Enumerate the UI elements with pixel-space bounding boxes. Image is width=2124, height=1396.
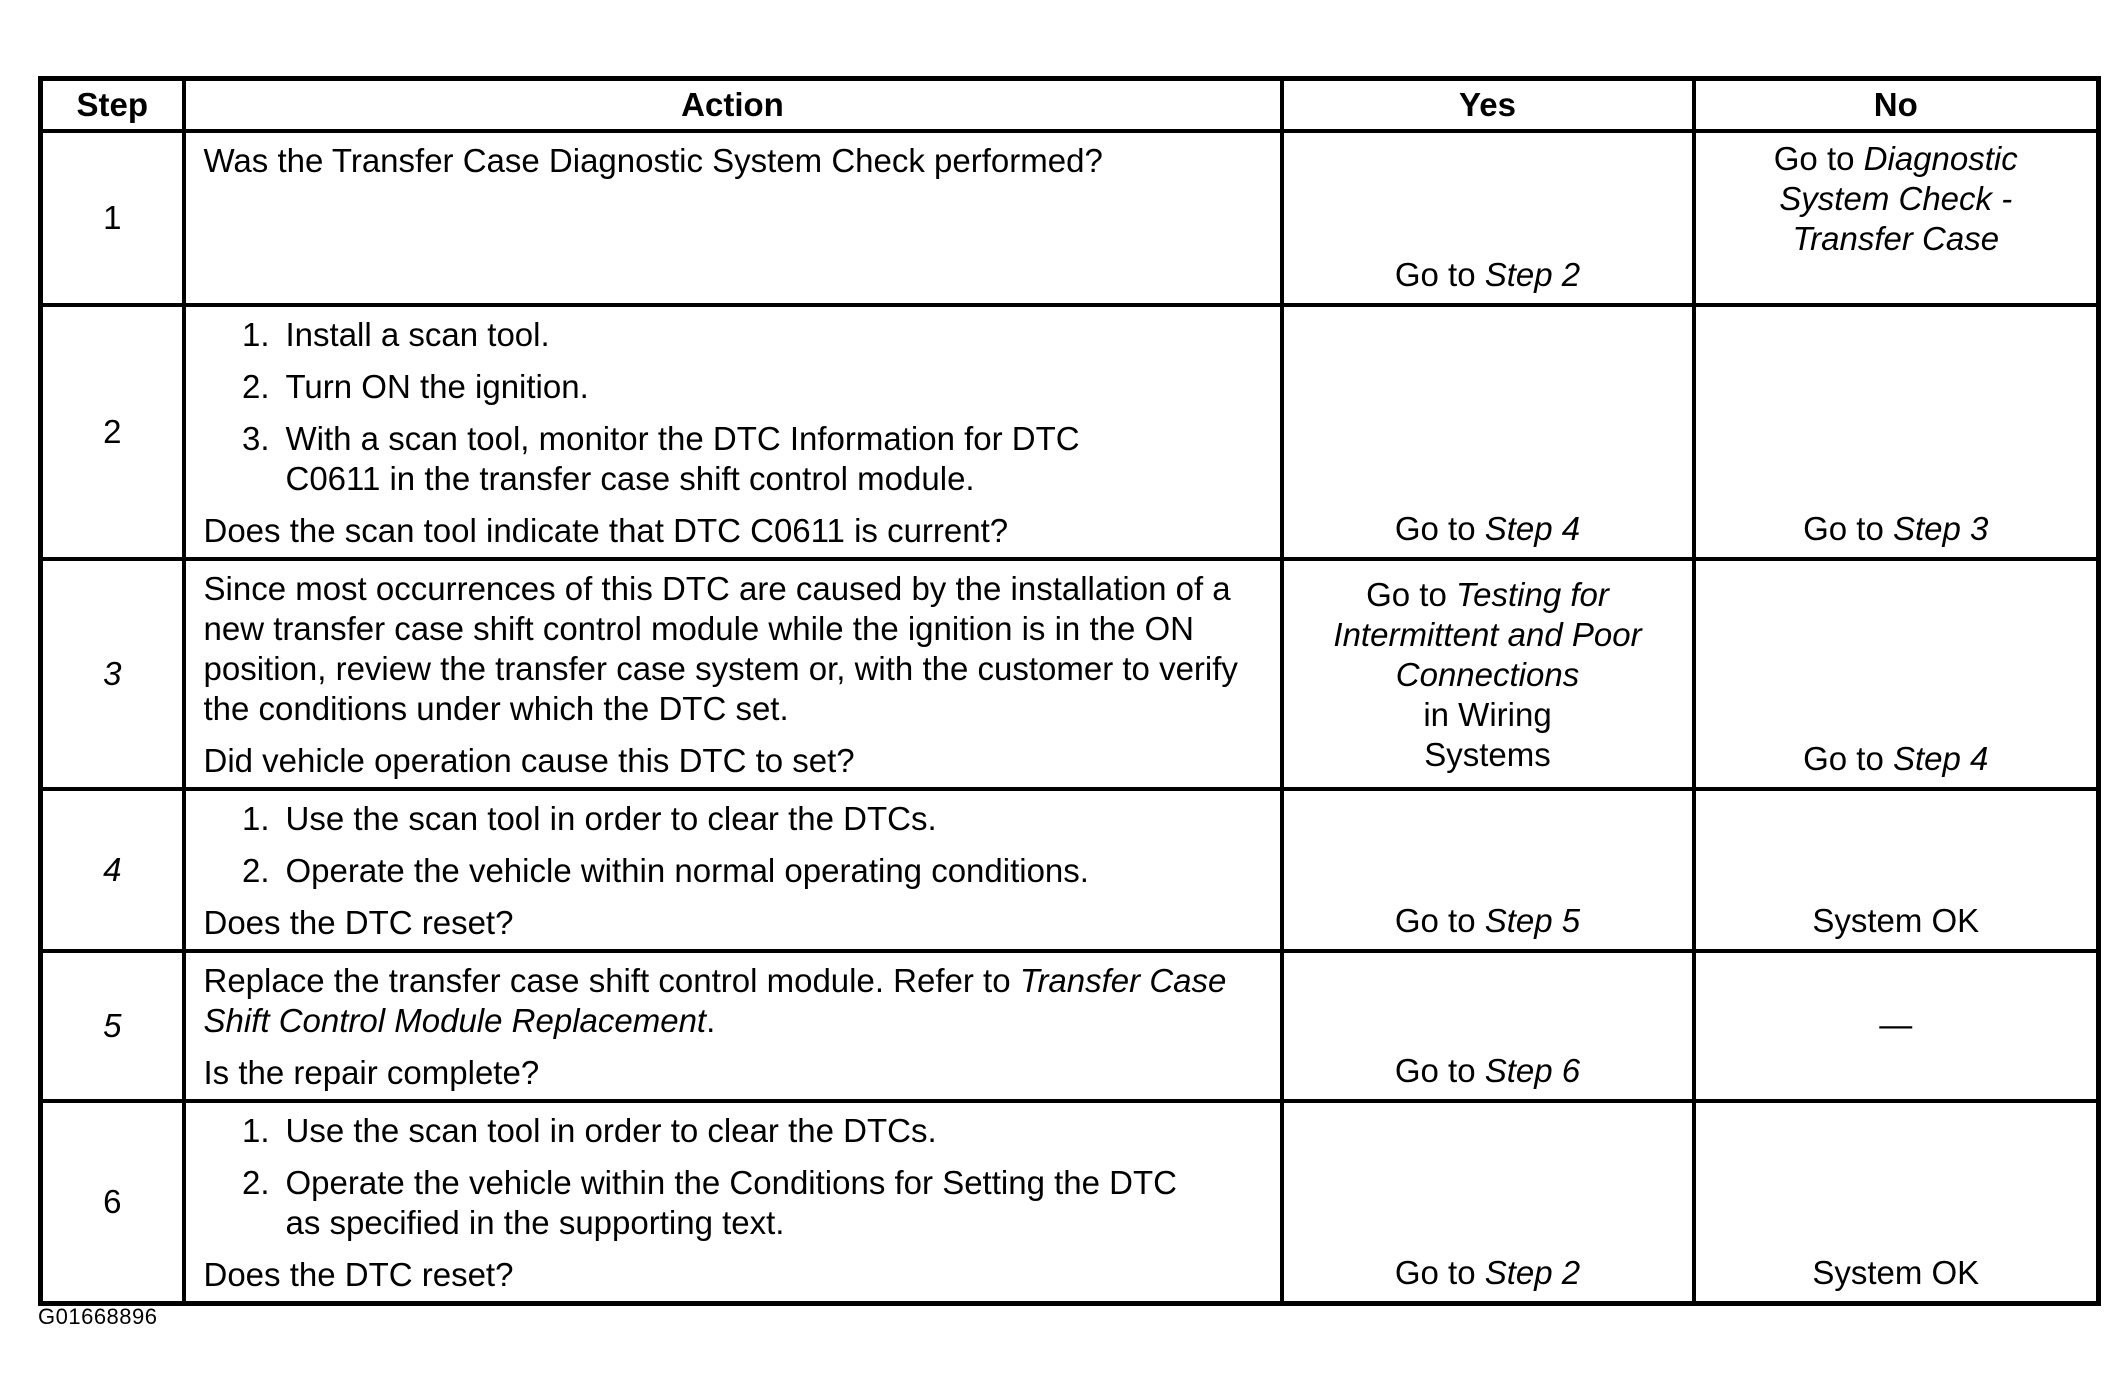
action-text-prefix: Replace the transfer case shift control module. Refer to <box>203 962 1020 999</box>
action-steps-list <box>204 799 1266 891</box>
yes-cell <box>1282 1101 1694 1304</box>
step-number-text: 5 <box>103 1007 122 1044</box>
list-text: Install a scan tool. <box>285 316 550 353</box>
table-row <box>41 951 2099 1101</box>
action-cell <box>184 559 1282 789</box>
yes-cell <box>1282 951 1694 1101</box>
yes-prefix: Go to <box>1394 510 1485 547</box>
yes-prefix: Go to <box>1394 1254 1485 1291</box>
no-status: — <box>1879 1006 1913 1043</box>
yes-ref-line: Testing for <box>1456 576 1609 613</box>
yes-suffix-line: Systems <box>1424 736 1551 773</box>
step-number-text: 4 <box>103 851 122 888</box>
action-text-suffix: . <box>706 1002 716 1039</box>
step-number: 1 <box>41 131 184 305</box>
action-text: Since most occurrences of this DTC are caused by the installation of a new transfer case shift control module while the ignition is in the ON position, review the transfer case system or, with the customer to verify the conditions under which the DTC set. <box>203 570 1238 727</box>
yes-step-ref: Step 2 <box>1484 1254 1581 1291</box>
list-item <box>204 851 1266 891</box>
list-text: Use the scan tool in order to clear the DTCs. <box>285 800 937 837</box>
table-row <box>41 305 2099 559</box>
list-item <box>204 367 1266 407</box>
step-number <box>41 789 184 951</box>
list-text: Operate the vehicle within normal operating conditions. <box>285 852 1089 889</box>
yes-ref-line: Intermittent and Poor <box>1333 616 1642 653</box>
no-ref-line: Transfer Case <box>1792 220 2000 257</box>
action-cell <box>184 305 1282 559</box>
diagnostic-table <box>38 76 2101 1306</box>
action-steps-list <box>204 1111 1266 1243</box>
list-number: 2. <box>241 852 270 889</box>
no-prefix: Go to <box>1803 740 1893 777</box>
list-number: 1. <box>241 800 270 837</box>
header-yes: Yes <box>1282 79 1694 132</box>
yes-step-ref: Step 6 <box>1484 1052 1581 1089</box>
header-step: Step <box>41 79 184 132</box>
yes-step-ref: Step 2 <box>1484 256 1581 293</box>
step-number-text: 3 <box>103 655 122 692</box>
yes-cell <box>1282 305 1694 559</box>
list-number: 1. <box>241 1112 270 1149</box>
table-header-row <box>41 79 2099 132</box>
action-cell <box>184 951 1282 1101</box>
no-cell <box>1694 789 2099 951</box>
no-status: System OK <box>1812 1254 1980 1291</box>
step-number <box>41 951 184 1101</box>
list-item <box>204 315 1266 355</box>
list-number: 2. <box>241 1164 270 1201</box>
no-cell <box>1694 559 2099 789</box>
no-prefix: Go to <box>1773 140 1864 177</box>
yes-prefix: Go to <box>1394 1052 1485 1089</box>
question-text: Does the DTC reset? <box>203 904 514 941</box>
step-number <box>41 559 184 789</box>
list-item <box>204 1163 1266 1243</box>
yes-prefix: Go to <box>1394 256 1485 293</box>
no-step-ref: Step 4 <box>1892 740 1989 777</box>
no-ref-line: Diagnostic <box>1863 140 2018 177</box>
action-text-ref: Transfer Case Shift Control Module Replacement <box>203 962 1227 1039</box>
table-row <box>41 559 2099 789</box>
yes-prefix: Go to <box>1394 902 1485 939</box>
no-cell <box>1694 1101 2099 1304</box>
list-item <box>204 1111 1266 1151</box>
yes-step-ref: Step 4 <box>1484 510 1581 547</box>
list-text: With a scan tool, monitor the DTC Information for DTC C0611 in the transfer case shift control module. <box>285 420 1080 497</box>
action-cell <box>184 1101 1282 1304</box>
action-cell <box>184 131 1282 305</box>
step-number: 2 <box>41 305 184 559</box>
action-cell <box>184 789 1282 951</box>
yes-suffix-line: in Wiring <box>1423 696 1552 733</box>
table-row <box>41 789 2099 951</box>
yes-ref-line: Connections <box>1395 656 1580 693</box>
yes-cell <box>1282 789 1694 951</box>
no-status: System OK <box>1812 902 1980 939</box>
yes-step-ref: Step 5 <box>1484 902 1581 939</box>
no-step-ref: Step 3 <box>1892 510 1989 547</box>
question-text: Does the scan tool indicate that DTC C0611 is current? <box>203 512 1009 549</box>
action-text <box>204 961 1266 1041</box>
no-ref-line: System Check - <box>1779 180 2013 217</box>
no-cell <box>1694 951 2099 1101</box>
action-text: Was the Transfer Case Diagnostic System Check performed? <box>203 142 1103 179</box>
yes-cell <box>1282 559 1694 789</box>
table-row <box>41 131 2099 305</box>
list-number: 2. <box>241 368 270 405</box>
no-cell <box>1694 305 2099 559</box>
action-steps-list <box>204 315 1266 499</box>
figure-id: G01668896 <box>38 1304 158 1329</box>
no-cell <box>1694 131 2099 305</box>
list-number: 1. <box>241 316 270 353</box>
list-text: Operate the vehicle within the Conditions for Setting the DTC as specified in the supporting text. <box>285 1164 1177 1241</box>
table-row <box>41 1101 2099 1304</box>
list-item <box>204 419 1266 499</box>
list-item <box>204 799 1266 839</box>
header-action: Action <box>184 79 1282 132</box>
question-text: Did vehicle operation cause this DTC to set? <box>203 742 855 779</box>
header-no: No <box>1694 79 2099 132</box>
list-text: Turn ON the ignition. <box>285 368 589 405</box>
step-number: 6 <box>41 1101 184 1304</box>
yes-prefix: Go to <box>1366 576 1456 613</box>
list-text: Use the scan tool in order to clear the DTCs. <box>285 1112 937 1149</box>
list-number: 3. <box>241 420 270 457</box>
yes-cell <box>1282 131 1694 305</box>
question-text: Does the DTC reset? <box>203 1256 514 1293</box>
question-text: Is the repair complete? <box>203 1054 540 1091</box>
no-prefix: Go to <box>1803 510 1893 547</box>
